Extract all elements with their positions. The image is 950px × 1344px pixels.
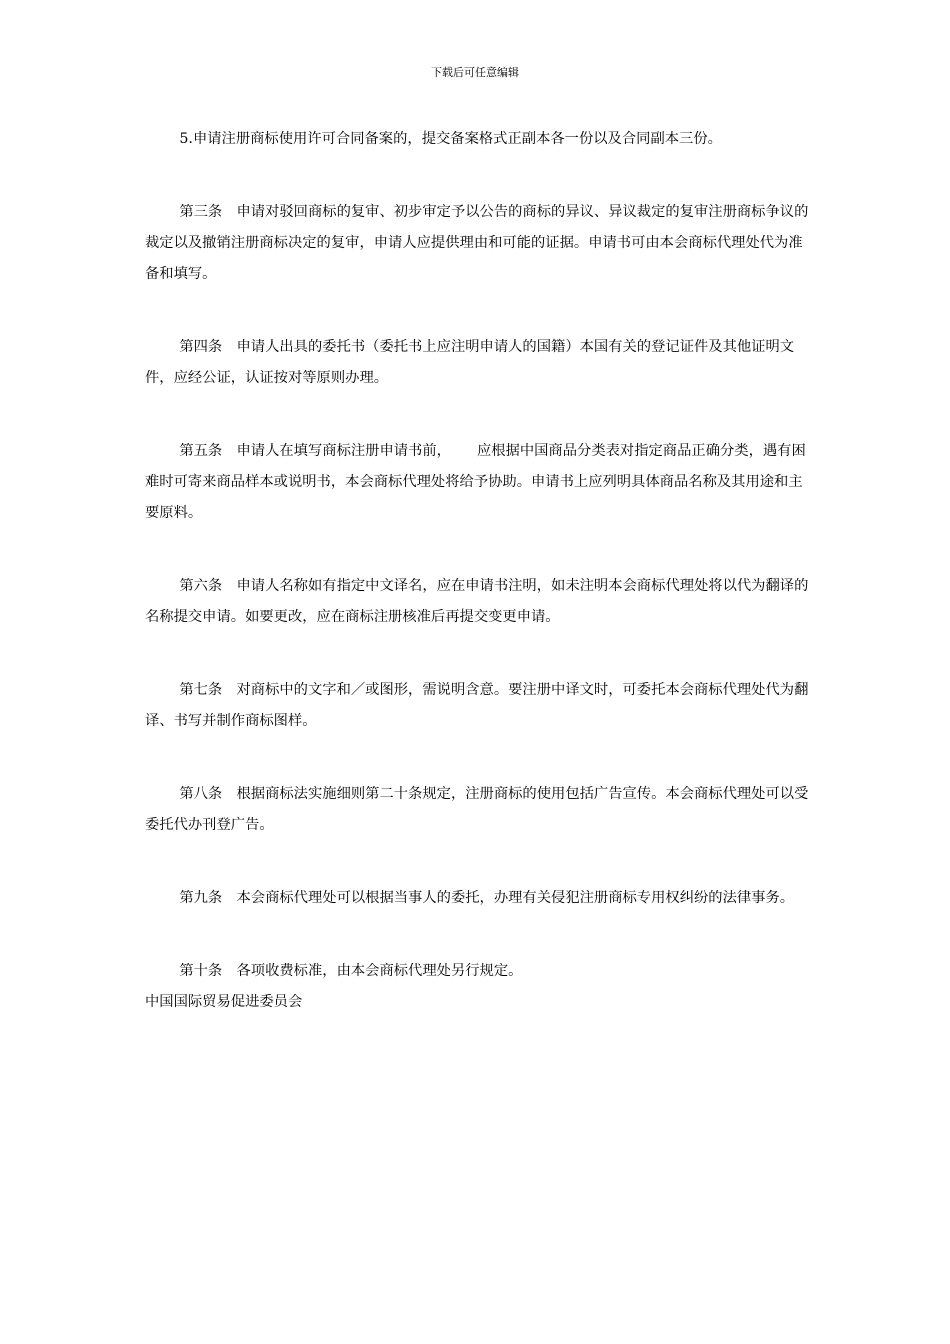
signature-organization: 中国国际贸易促进委员会 [145, 994, 303, 1010]
document-body [145, 124, 809, 1018]
article-number: 第九条 [179, 890, 223, 906]
article-number: 第七条 [179, 682, 223, 698]
article-text: 根据商标法实施细则第二十条规定，注册商标的使用包括广告宣传。本会商标代理处可以受委托代办刊登广告。 [145, 786, 809, 833]
article-text: 申请人出具的委托书（委托书上应注明申请人的国籍）本国有关的登记证件及其他证明文件，应经公证，认证按对等原则办理。 [145, 339, 795, 386]
article-text: 各项收费标准，由本会商标代理处另行规定。 [236, 963, 523, 979]
article-3 [145, 197, 809, 290]
article-number: 第四条 [179, 339, 223, 355]
article-number: 第八条 [179, 786, 223, 802]
article-number: 第五条 [179, 443, 223, 459]
article-text-part-a: 申请人在填写商标注册申请书前， [236, 443, 451, 459]
article-text: 本会商标代理处可以根据当事人的委托，办理有关侵犯注册商标专用权纠纷的法律事务。 [236, 890, 795, 906]
article-9 [145, 883, 809, 914]
article-5 [145, 436, 809, 529]
article-8 [145, 779, 809, 841]
page-header: 下载后可任意编辑 [431, 66, 519, 79]
article-4 [145, 332, 809, 394]
paragraph-item-5 [145, 124, 809, 155]
article-number: 第六条 [179, 578, 223, 594]
article-text: 申请对驳回商标的复审、初步审定予以公告的商标的异议、异议裁定的复审注册商标争议的裁定以及撤销注册商标决定的复审，申请人应提供理由和可能的证据。申请书可由本会商标代理处代为准备和填写。 [145, 204, 809, 282]
article-text-part-b: 应根据中国商品分类表对指定商品正确分类，遇有困难时可寄来商品样本或说明书，本会商标代理处将给予协助。申请书上应列明具体商品名称及其用途和主要原料。 [145, 443, 806, 521]
article-7 [145, 675, 809, 737]
article-text: 申请人名称如有指定中文译名，应在申请书注明，如未注明本会商标代理处将以代为翻译的名称提交申请。如要更改，应在商标注册核准后再提交变更申请。 [145, 578, 809, 625]
article-number: 第十条 [179, 963, 223, 979]
article-text: 对商标中的文字和／或图形，需说明含意。要注册中译文时，可委托本会商标代理处代为翻译、书写并制作商标图样。 [145, 682, 809, 729]
paragraph-text: 5.申请注册商标使用许可合同备案的，提交备案格式正副本各一份以及合同副本三份。 [179, 131, 722, 147]
article-10 [145, 956, 809, 987]
article-6 [145, 571, 809, 633]
article-number: 第三条 [179, 204, 223, 220]
